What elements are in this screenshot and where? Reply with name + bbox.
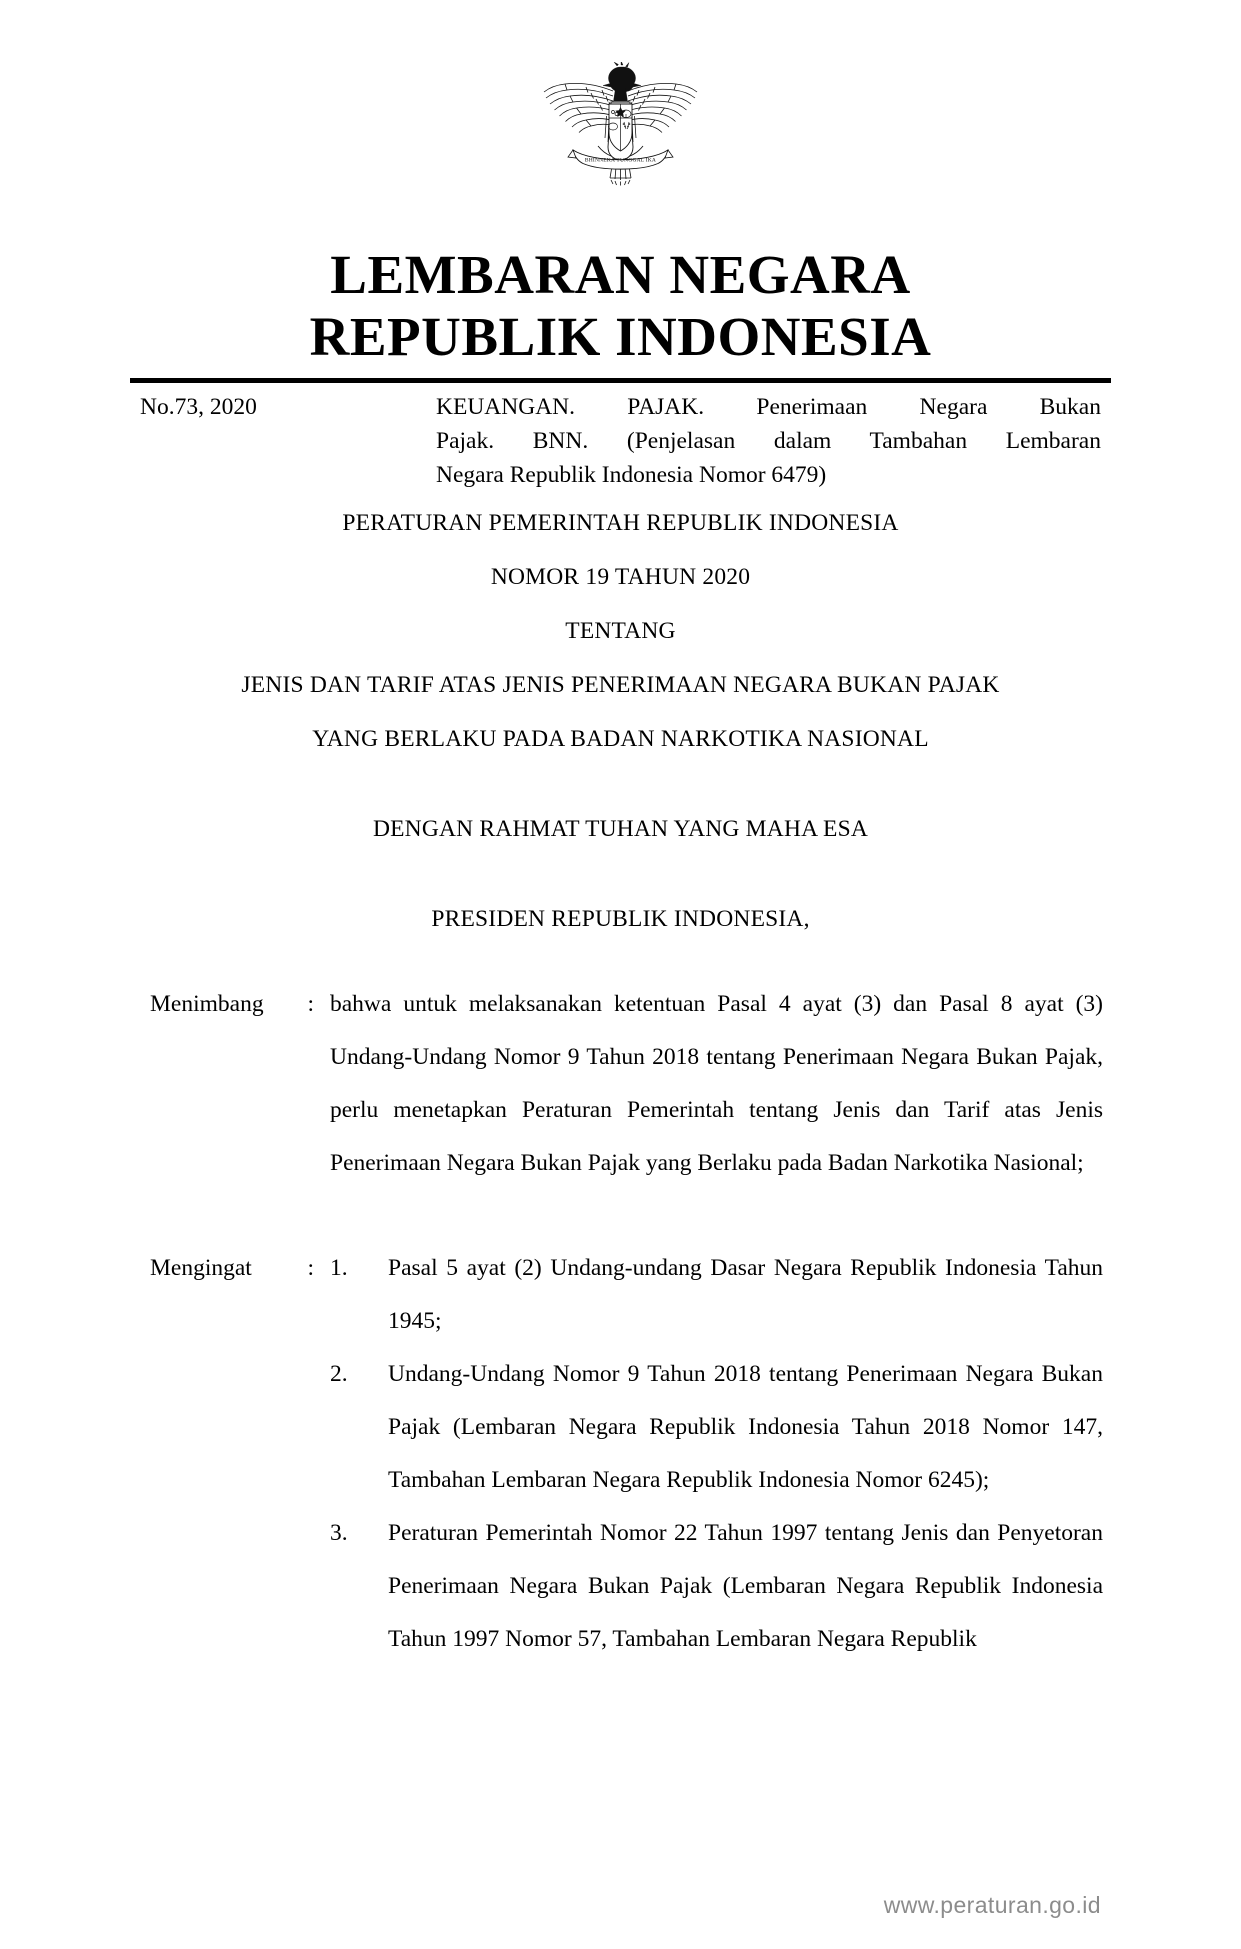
emblem-motto-text: BHINNEKA TUNGGAL IKA — [584, 157, 657, 164]
list-item — [330, 1348, 1103, 1507]
clause-menimbang-body — [330, 978, 1103, 1190]
clause-menimbang — [150, 978, 1103, 1190]
title-invocation: DENGAN RAHMAT TUHAN YANG MAHA ESA — [372, 816, 869, 842]
gazette-number: No.73, 2020 — [140, 394, 257, 420]
clause-mengingat-label-text: Mengingat — [150, 1255, 252, 1281]
gazette-subject-line-3: Negara Republik Indonesia Nomor 6479) — [436, 462, 827, 488]
gazette-subject-line-2: Pajak. BNN. (Penjelasan dalam Tambahan Lembaran — [436, 428, 1101, 454]
title-tentang: TENTANG — [565, 618, 676, 644]
gazette-header-row — [140, 390, 1101, 492]
title-subject-line-2: YANG BERLAKU PADA BADAN NARKOTIKA NASIONAL — [312, 726, 929, 752]
clause-mengingat-body — [330, 1242, 1103, 1666]
title-regulation-number: NOMOR 19 TAHUN 2020 — [490, 564, 751, 590]
clause-mengingat — [150, 1242, 1103, 1666]
list-item-number: 3. — [330, 1520, 348, 1546]
mengingat-list — [330, 1242, 1103, 1666]
clause-menimbang-label — [150, 978, 330, 1031]
masthead-divider-rule — [130, 378, 1111, 383]
gazette-subject-line-1: KEUANGAN. PAJAK. Penerimaan Negara Bukan — [436, 394, 1101, 420]
clause-menimbang-label-text: Menimbang — [150, 991, 264, 1017]
title-president: PRESIDEN REPUBLIK INDONESIA, — [431, 906, 810, 932]
clause-menimbang-paragraph: bahwa untuk melaksanakan ketentuan Pasal 4 ayat (3) dan Pasal 8 ayat (3) Undang-Undang Nomor 9 Tahun 2018 tentang Penerimaan Negara Bukan Pajak, perlu menetapkan Peraturan Pemerintah tentang Jenis dan Tarif atas Jenis Penerimaan Negara Bukan Pajak yang Berlaku pada Badan Narkotika Nasional; — [330, 991, 1103, 1176]
clauses-section — [150, 978, 1103, 1666]
list-item — [330, 1507, 1103, 1666]
footer-watermark: www.peraturan.go.id — [883, 1892, 1101, 1918]
masthead-line-2: REPUBLIK INDONESIA — [309, 306, 932, 367]
list-item-number: 1. — [330, 1255, 348, 1281]
gazette-subject — [436, 390, 1101, 492]
list-item — [330, 1242, 1103, 1348]
list-item-number: 2. — [330, 1361, 348, 1387]
masthead — [0, 244, 1241, 368]
list-item-text: Undang-Undang Nomor 9 Tahun 2018 tentang Penerimaan Negara Bukan Pajak (Lembaran Negara Republik Indonesia Tahun 2018 Nomor 147, Tambahan Lembaran Negara Republik Indonesia Nomor 6245); — [388, 1361, 1103, 1493]
garuda-pancasila-icon — [538, 62, 703, 202]
masthead-line-1: LEMBARAN NEGARA — [330, 244, 911, 305]
list-item-text: Pasal 5 ayat (2) Undang-undang Dasar Negara Republik Indonesia Tahun 1945; — [388, 1255, 1103, 1334]
clause-mengingat-colon: : — [307, 1255, 314, 1281]
title-subject-line-1: JENIS DAN TARIF ATAS JENIS PENERIMAAN NEGARA BUKAN PAJAK — [241, 672, 1000, 698]
list-item-text: Peraturan Pemerintah Nomor 22 Tahun 1997 tentang Jenis dan Penyetoran Penerimaan Negara Bukan Pajak (Lembaran Negara Republik Indonesia Tahun 1997 Nomor 57, Tambahan Lembaran Negara Republik — [388, 1520, 1103, 1652]
garuda-emblem-container — [0, 62, 1241, 202]
clause-menimbang-colon: : — [307, 991, 314, 1017]
title-regulation-type: PERATURAN PEMERINTAH REPUBLIK INDONESIA — [342, 510, 899, 536]
clause-mengingat-label — [150, 1242, 330, 1295]
regulation-title-block — [0, 500, 1241, 942]
